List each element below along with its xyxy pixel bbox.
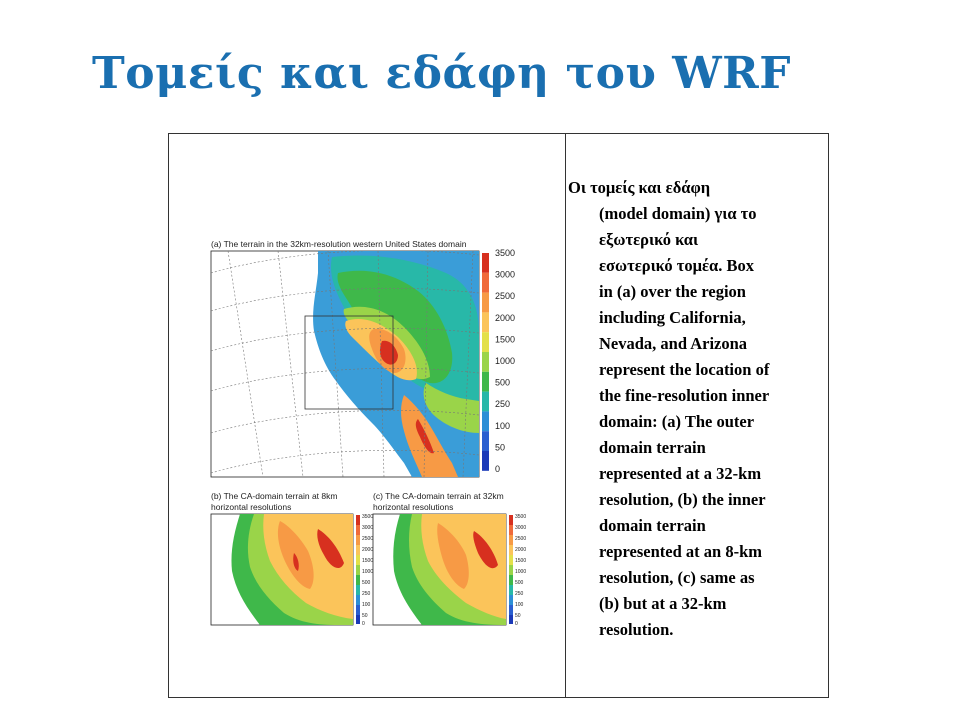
colorbar-swatch (482, 411, 489, 431)
colorbar-tick: 1000 (495, 356, 516, 366)
panel-b-label: (b) The CA-domain terrain at 8km (211, 491, 338, 501)
colorbar-b-tick: 2000 (362, 547, 374, 553)
colorbar-b-tick: 0 (362, 621, 365, 627)
colorbar-tick: 100 (495, 420, 511, 431)
colorbar-swatch (482, 352, 489, 372)
colorbar-b-tick: 2500 (362, 536, 374, 542)
colorbar-swatch (482, 431, 489, 451)
colorbar-c-tick: 50 (515, 613, 521, 619)
caption-line: domain: (a) The outer (599, 412, 755, 431)
colorbar-b-tick: 500 (362, 580, 371, 586)
colorbar-b (356, 514, 373, 627)
colorbar-b-tick: 3000 (362, 525, 374, 531)
colorbar-b-tick: 250 (362, 591, 371, 597)
colorbar-tick: 500 (495, 377, 511, 388)
colorbar-tick: 50 (495, 442, 506, 453)
colorbar-swatch (482, 273, 489, 293)
slide-title: Τομείς και εδάφη του WRF (92, 48, 791, 99)
colorbar-c-tick: 1500 (515, 558, 527, 564)
colorbar-b-tick: 1500 (362, 558, 374, 564)
panel-c-label-2: horizontal resolutions (373, 502, 454, 512)
caption-line: εξωτερικό και (599, 230, 699, 249)
caption-line: represented at a 32-km (599, 464, 762, 483)
caption-line: the fine-resolution inner (599, 386, 770, 405)
caption-line: εσωτερικό τομέα. Box (599, 256, 754, 275)
colorbar-c-tick: 250 (515, 591, 524, 597)
caption-line: represented at an 8-km (599, 542, 763, 561)
panel-b-map (211, 514, 353, 625)
colorbar-b-tick: 3500 (362, 514, 374, 520)
colorbar-tick: 2000 (495, 312, 516, 323)
colorbar-swatch (482, 293, 489, 313)
colorbar-c-tick: 1000 (515, 569, 527, 575)
panel-b-label-2: horizontal resolutions (211, 502, 292, 512)
colorbar-a (482, 248, 515, 474)
panel-a-map (211, 250, 479, 477)
caption-line: resolution. (599, 620, 674, 639)
colorbar-tick: 0 (495, 464, 501, 474)
colorbar-b-tick: 50 (362, 613, 368, 619)
colorbar-c-tick: 2000 (515, 547, 527, 553)
colorbar-swatch (482, 332, 489, 352)
colorbar-b-tick: 100 (362, 602, 371, 608)
panel-c-map (373, 514, 506, 625)
colorbar-c-tick: 3000 (515, 525, 527, 531)
colorbar-tick: 2500 (495, 291, 516, 302)
colorbar-tick: 250 (495, 399, 511, 410)
colorbar-c (509, 514, 526, 627)
colorbar-tick: 1500 (495, 334, 516, 345)
colorbar-c-tick: 3500 (515, 514, 527, 520)
terrain-figure (168, 133, 565, 698)
colorbar-b-tick: 1000 (362, 569, 374, 575)
colorbar-tick: 3000 (495, 269, 516, 280)
colorbar-swatch (482, 253, 489, 273)
panel-a-label: (a) The terrain in the 32km-resolution western United States domain (211, 239, 467, 249)
caption-line: domain terrain (599, 516, 706, 535)
caption-line: (b) but at a 32-km (599, 594, 727, 613)
caption-line: including California, (599, 308, 746, 327)
content-table (168, 133, 829, 698)
table-right-border (828, 133, 829, 698)
colorbar-c-tick: 2500 (515, 536, 527, 542)
caption-line: represent the location of (599, 360, 770, 379)
colorbar-swatch (482, 312, 489, 332)
caption-line: Οι τομείς και εδάφη (568, 178, 711, 197)
colorbar-swatch (482, 372, 489, 392)
colorbar-c-tick: 500 (515, 580, 524, 586)
colorbar-swatch (482, 392, 489, 412)
colorbar-c-tick: 100 (515, 602, 524, 608)
table-divider (565, 133, 566, 698)
caption-line: in (a) over the region (599, 282, 746, 301)
caption-text (568, 175, 826, 643)
caption-line: Nevada, and Arizona (599, 334, 748, 353)
caption-line: (model domain) για το (599, 204, 757, 223)
panel-c-label: (c) The CA-domain terrain at 32km (373, 491, 504, 501)
caption-line: resolution, (b) the inner (599, 490, 766, 509)
caption-line: domain terrain (599, 438, 706, 457)
colorbar-c-tick: 0 (515, 621, 518, 627)
colorbar-swatch (482, 451, 489, 471)
colorbar-tick: 3500 (495, 248, 516, 258)
caption-line: resolution, (c) same as (599, 568, 755, 587)
